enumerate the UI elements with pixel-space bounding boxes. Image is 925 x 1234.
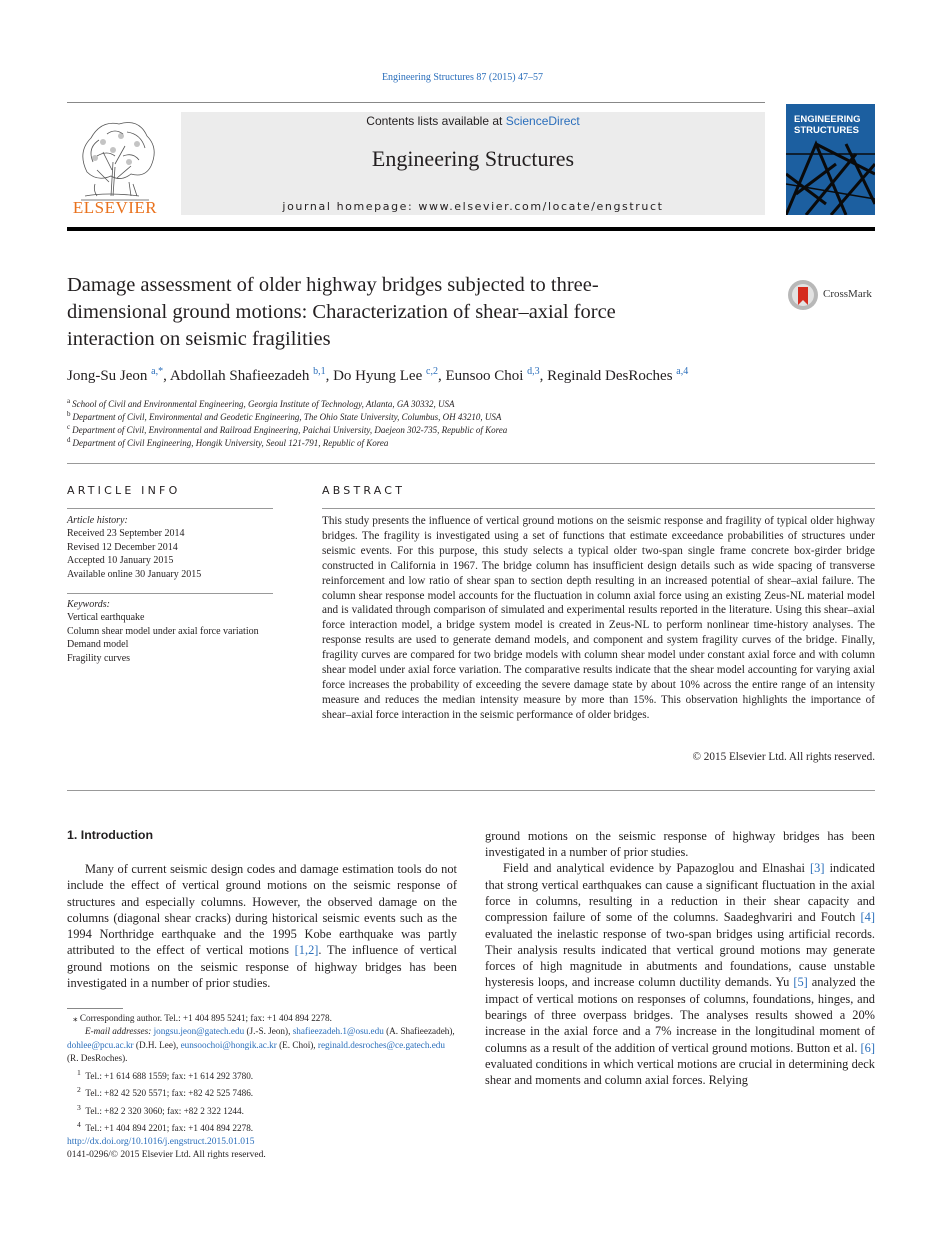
crossmark-icon [787,279,819,311]
cover-title-line1: ENGINEERING [794,114,861,125]
crossmark-label: CrossMark [823,288,872,300]
email-link[interactable]: shafieezadeh.1@osu.edu [292,1026,384,1037]
abstract-bottom-rule [67,790,875,791]
sciencedirect-link[interactable]: ScienceDirect [505,114,580,128]
keyword-item: Fragility curves [67,652,131,664]
history-item: Revised 12 December 2014 [67,541,178,553]
elsevier-logo [67,112,163,216]
article-info-rule [67,508,273,509]
keywords-label: Keywords: [67,599,110,610]
journal-homepage[interactable]: journal homepage: www.elsevier.com/locate/engstruct [282,200,664,213]
contents-prefix: Contents lists available at [366,114,506,128]
abstract-rule [322,508,875,509]
author-affiliation-mark[interactable]: c,2 [426,366,438,377]
paragraph: Many of current seismic design codes and damage estimation tools do not include the effect of vertical ground motions on the seismic response of structures and especially columns. However, the observed damage on the columns (diagonal shear cracks) during historical seismic events such as the 1994 Northridge earthquake and the 1995 Kobe earthquake was partly attributed to the effect of vertical motions [1,2]. The influence of vertical ground motions on the seismic response of highway bridges has been investigated in a number of prior studies. [67,862,458,991]
journal-title: Engineering Structures [371,146,575,171]
paragraph-continued: ground motions on the seismic response of highway bridges has been investigated in a number of prior studies. [485,828,875,860]
email-link[interactable]: reginald.desroches@ce.gatech.edu [317,1039,445,1050]
email-link[interactable]: eunsoochoi@hongik.ac.kr [180,1039,277,1050]
email-link[interactable]: jongsu.jeon@gatech.edu [153,1026,245,1037]
footnote-tel: $^2$ Tel.: +82 42 520 5571; fax: +82 42 525 7486. [77,1085,254,1099]
corresponding-author-note: ⁎ Corresponding author. Tel.: +1 404 895 5241; fax: +1 404 894 2278. [73,1013,332,1023]
journal-cover [786,104,875,215]
journal-reference[interactable]: Engineering Structures 87 (2015) 47–57 [381,72,544,83]
crossmark-badge[interactable] [787,279,877,311]
footnote-tel: $^3$ Tel.: +82 2 320 3060; fax: +82 2 322 1244. [77,1102,244,1116]
affiliation: $^a$ School of Civil and Environmental Engineering, Georgia Institute of Technology, Atlanta, GA 30332, USA [67,397,455,409]
author-name[interactable]: Reginald DesRoches [547,368,673,384]
author-name[interactable]: Do Hyung Lee [333,368,423,384]
cover-title-line2: STRUCTURES [794,125,859,136]
keyword-item: Demand model [67,639,129,651]
citation-link[interactable]: [5] [793,975,808,990]
affiliation-rule [67,463,875,464]
abstract-heading: ABSTRACT [322,484,406,497]
keyword-item: Vertical earthquake [67,612,145,624]
section-heading-introduction: 1. Introduction [67,828,154,842]
abstract-copyright: © 2015 Elsevier Ltd. All rights reserved. [692,751,875,763]
article-history-label: Article history: [67,515,128,526]
body-column-right [485,828,875,1128]
affiliation: $^c$ Department of Civil, Environmental and Railroad Engineering, Paichai University, Daejeon 302-735, Republic of Korea [67,423,508,435]
keyword-item: Column shear model under axial force variation [67,625,259,637]
issn-line: 0141-0296/© 2015 Elsevier Ltd. All rights reserved. [67,1150,266,1161]
history-item: Accepted 10 January 2015 [67,555,174,567]
doi-link[interactable]: http://dx.doi.org/10.1016/j.engstruct.2015.01.015 [67,1137,255,1147]
email-link[interactable]: dohlee@pcu.ac.kr [67,1039,134,1050]
footnote-tel: $^4$ Tel.: +1 404 894 2201; fax: +1 404 894 2278. [77,1120,254,1134]
author-list: Jong-Su Jeon $^{a,*}$, Abdollah Shafieezadeh $^{b,1}$, Do Hyung Lee $^{c,2}$, Eunsoo Choi $^{d,3}$, Reginald DesRoches $^{a,4}$ [67,366,689,384]
header-thick-rule [67,227,875,231]
author-affiliation-mark[interactable]: a,4 [676,366,689,377]
history-item: Available online 30 January 2015 [67,568,202,580]
page-footer [67,1136,266,1163]
citation-link[interactable]: [4] [860,910,875,925]
keywords-block [67,598,273,665]
body-column-left [67,861,457,991]
citation-link[interactable]: [1,2] [294,943,319,958]
author-name[interactable]: Jong-Su Jeon [67,368,148,384]
citation-link[interactable]: [6] [860,1040,875,1055]
author-name[interactable]: Eunsoo Choi [445,368,524,384]
history-item: Received 23 September 2014 [67,528,185,540]
author-affiliation-mark[interactable]: d,3 [527,366,540,377]
footnote-tel: $^1$ Tel.: +1 614 688 1559; fax: +1 614 292 3780. [77,1067,254,1081]
affiliation: $^d$ Department of Civil Engineering, Hongik University, Seoul 121-791, Republic of Korea [67,436,389,448]
keywords-rule [67,593,273,594]
header-top-rule [67,102,765,103]
abstract-text: This study presents the influence of vertical ground motions on the seismic response and fragility of typical older highway bridges. The fragility is investigated using a set of functions that estimate exceedance probabilities of structures under seismic events. For this purpose, this study selects a typical older two-span single frame concrete box-girder bridge constructed in California in 1967. The bridge column has insufficient design details such as wide spacing of transverse reinforcement and low ratio of shear span to section depth resulting in an increased potential of shear–axial failure. The column shear response model accounts for the fluctuation in column axial force using an existing Zeus-NL material model and is validated through comparison of simulated and experimental results reported in the literature. Using this shear–axial force interaction model, a bridge system model is created in Zeus-NL to perform nonlinear time-history analyses. The response results are used to generate demand models, and component and system fragility curves of the bridge. Finally, fragility curves are compared for two bridge models with column shear model under constant axial force and with column shear model under axial force variation. The comparative results indicate that the shear model accounting for varying axial force increases the probability of exceeding the severe damage state by about 10% across the entire range of an intensity measure and reduces the median intensity measure by more than 15%. This observation highlights the importance of shear–axial force interaction in the seismic performance of older bridges. [322,515,875,721]
article-info-heading: ARTICLE INFO [67,484,181,497]
elsevier-wordmark: ELSEVIER [72,198,158,217]
contents-line [181,114,765,128]
affiliation: $^b$ Department of Civil, Environmental and Geodetic Engineering, The Ohio State University, Columbus, OH 43210, USA [67,410,502,422]
footnotes [67,1012,457,1136]
author-name[interactable]: Abdollah Shafieezadeh [169,368,310,384]
cover-bridge-icon [786,104,875,215]
footnote-rule [67,1008,123,1009]
article-history [67,514,273,581]
citation-link[interactable]: [3] [810,861,825,876]
author-affiliation-mark[interactable]: b,1 [313,366,326,377]
email-addresses: E-mail addresses: jongsu.jeon@gatech.edu (J.-S. Jeon), shafieezadeh.1@osu.edu (A. Shafieezadeh), dohlee@pcu.ac.kr (D.H. Lee), eunsoochoi@hongik.ac.kr (E. Choi), reginald.desroches@ce.gatech.edu (R. DesRoches). [67,1026,455,1064]
article-title: Damage assessment of older highway bridges subjected to three-dimensional ground motions: Characterization of shear–axial force interaction on seismic fragilities [67,274,616,350]
paragraph: Field and analytical evidence by Papazoglou and Elnashai [3] indicated that strong vertical earthquakes can cause a significant fluctuation in the axial force in columns, resulting in a reduction in their shear capacity and compression failure of some of the columns. Saadeghvariri and Foutch [4] evaluated the inelastic response of two-span bridges using artificial records. Their analysis results indicated that vertical ground motions may generate forces of high magnitude in abutments and foundations, cause unstable hysteresis loops, and increase column ductility demands. Yu [5] analyzed the impact of vertical motions on responses of columns, foundations, hinges, and bearings of three overpass bridges. The analyses results showed a 20% increase in the axial force and a 7% increase in the longitudinal moment of columns as a result of the addition of vertical ground motions. Button et al. [6] evaluated conditions in which vertical motions are crucial in determining deck shear and moments and column axial forces. Relying [485,861,875,1088]
author-affiliation-mark[interactable]: a,* [151,366,164,377]
